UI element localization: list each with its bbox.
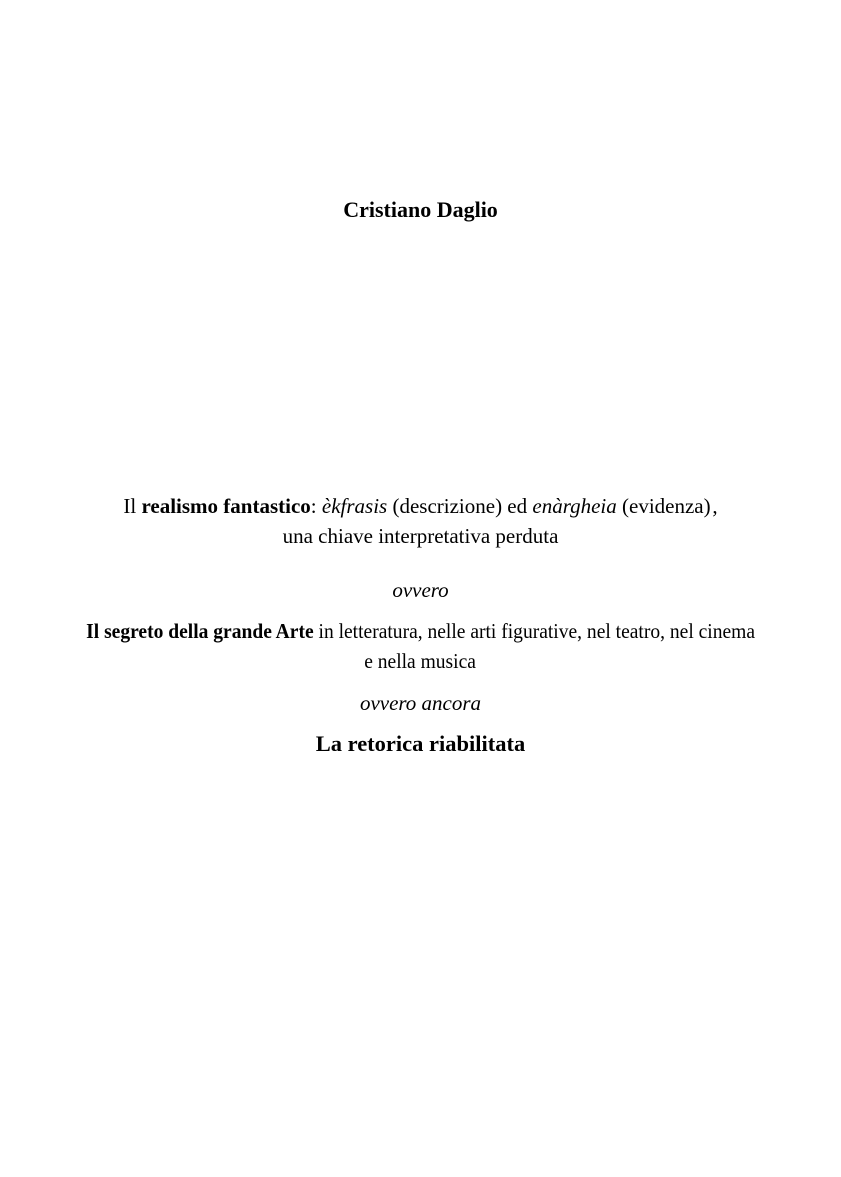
text-segment: e nella musica	[364, 648, 477, 673]
main-title-line-1	[0, 492, 841, 522]
connector-ovvero-ancora: ovvero ancora	[359, 691, 482, 715]
subtitle-line-2-text	[365, 647, 477, 677]
final-title: La retorica riabilitata	[315, 731, 526, 756]
text-segment: una chiave interpretativa perduta	[282, 523, 559, 548]
text-segment: (evidenza) ,	[616, 494, 718, 518]
subtitle-line-1-text	[86, 617, 755, 647]
subtitle-line-1	[0, 617, 841, 647]
main-title	[0, 492, 841, 551]
main-title-line-2	[0, 522, 841, 552]
text-segment: enàrgheia	[532, 494, 617, 518]
text-segment: realismo fantastico	[141, 494, 311, 518]
author-name: Cristiano Daglio	[343, 197, 498, 222]
text-segment: èkfrasis	[321, 494, 388, 518]
text-segment: (descrizione) ed	[387, 494, 533, 518]
text-segment: Il	[123, 494, 142, 518]
text-segment: :	[310, 494, 322, 518]
text-segment: in letteratura, nelle arti figurative, nel teatro, nel cinema	[313, 619, 755, 643]
subtitle	[0, 617, 841, 676]
connector-ovvero: ovvero	[392, 578, 449, 602]
subtitle-line-2	[0, 647, 841, 677]
text-segment: Il segreto della grande Arte	[86, 619, 314, 643]
